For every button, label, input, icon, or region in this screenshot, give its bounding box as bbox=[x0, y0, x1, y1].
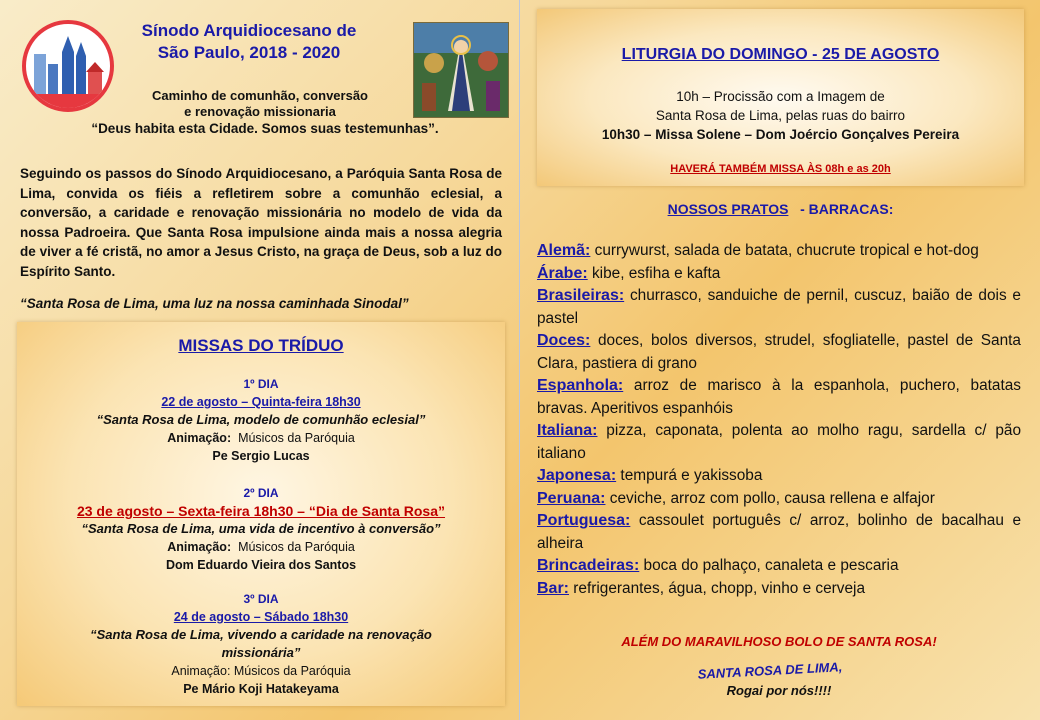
triduo-day-2 bbox=[17, 484, 505, 574]
triduo-day-1 bbox=[17, 375, 505, 465]
liturgia-box bbox=[537, 9, 1024, 186]
synod-subtitle: Caminho de comunhão, conversão e renovação missionaria bbox=[152, 88, 368, 119]
list-item: Portuguesa: cassoulet português c/ arroz, bolinho de bacalhau e alheira bbox=[537, 512, 1021, 552]
intro-paragraph: Seguindo os passos do Sínodo Arquidiocesano, a Paróquia Santa Rosa de Lima, convida os fiéis a refletirem sobre a comunhão eclesial, a conversão, a caridade e renovação missionária no modelo de vida da nossa Padroeira. Que Santa Rosa impulsione ainda mais a nossa alegria de viver a fé cristã, no amor a Jesus Cristo, na graça de Deus, sob a luz do Espírito Santo. bbox=[20, 166, 502, 279]
list-item: Brasileiras: churrasco, sanduiche de pernil, cuscuz, baião de dois e pastel bbox=[537, 287, 1021, 327]
day-celebrant: Pe Sergio Lucas bbox=[212, 449, 310, 463]
liturgia-schedule: 10h – Procissão com a Imagem de Santa Rosa de Lima, pelas ruas do bairro 10h30 – Missa Solene – Dom Joércio Gonçalves Pereira bbox=[601, 89, 960, 142]
synod-logo-icon bbox=[22, 20, 114, 112]
day-celebrant: Dom Eduardo Vieira dos Santos bbox=[165, 558, 357, 572]
synod-title: Sínodo Arquidiocesano de São Paulo, 2018 - 2020 bbox=[141, 21, 357, 62]
list-item: Espanhola: arroz de marisco à la espanhola, puchero, batatas bravas. Aperitivos espanhóis bbox=[537, 377, 1021, 417]
day-animacao: Animação: Músicos da Paróquia bbox=[171, 664, 351, 678]
list-item: Doces: doces, bolos diversos, strudel, sfogliatelle, pastel de Santa Clara, pastiera di grano bbox=[537, 332, 1021, 372]
santa-rosa-invocation: SANTA ROSA DE LIMA, bbox=[697, 659, 843, 682]
day-theme: “Santa Rosa de Lima, vivendo a caridade na renovação bbox=[90, 627, 432, 642]
list-item: Alemã: currywurst, salada de batata, chucrute tropical e hot-dog bbox=[537, 242, 979, 259]
day-theme: “Santa Rosa de Lima, modelo de comunhão eclesial” bbox=[96, 412, 426, 427]
day-animacao: Animação: Músicos da Paróquia bbox=[167, 431, 355, 445]
day-date: 22 de agosto – Quinta-feira 18h30 bbox=[161, 395, 361, 409]
pratos-heading: NOSSOS PRATOS - BARRACAS: bbox=[667, 201, 894, 217]
list-item: Brincadeiras: boca do palhaço, canaleta e pescaria bbox=[537, 557, 899, 574]
liturgia-extra-masses: HAVERÁ TAMBÉM MISSA ÀS 08h e as 20h bbox=[670, 163, 891, 175]
column-divider bbox=[519, 0, 520, 720]
triduo-day-3 bbox=[17, 590, 505, 698]
day-date: 24 de agosto – Sábado 18h30 bbox=[173, 610, 349, 624]
list-item: Bar: refrigerantes, água, chopp, vinho e cerveja bbox=[537, 579, 866, 597]
day-theme-cont: missionária” bbox=[221, 645, 301, 660]
list-item: Italiana: pizza, caponata, polenta ao molho ragu, sardella c/ pão italiano bbox=[537, 422, 1021, 462]
day-celebrant: Pe Mário Koji Hatakeyama bbox=[183, 682, 339, 696]
bolo-announcement: ALÉM DO MARAVILHOSO BOLO DE SANTA ROSA! bbox=[621, 634, 937, 649]
intro-quote: “Santa Rosa de Lima, uma luz na nossa caminhada Sinodal” bbox=[20, 296, 409, 311]
rogai-text: Rogai por nós!!!! bbox=[726, 683, 832, 698]
list-item: Peruana: ceviche, arroz com pollo, causa rellena e alfajor bbox=[537, 489, 935, 507]
day-theme: “Santa Rosa de Lima, uma vida de incentivo à conversão” bbox=[81, 521, 441, 536]
day-label: 2º DIA bbox=[243, 486, 279, 500]
synod-motto: “Deus habita esta Cidade. Somos suas testemunhas”. bbox=[91, 121, 439, 136]
triduo-box bbox=[17, 322, 505, 706]
food-list bbox=[537, 240, 1021, 600]
triduo-title: MISSAS DO TRÍDUO bbox=[178, 336, 344, 355]
list-item: Árabe: kibe, esfiha e kafta bbox=[537, 264, 721, 282]
liturgia-title: LITURGIA DO DOMINGO - 25 DE AGOSTO bbox=[621, 46, 940, 63]
day-label: 1º DIA bbox=[243, 377, 279, 391]
day-label: 3º DIA bbox=[243, 592, 279, 606]
day-date: 23 de agosto – Sexta-feira 18h30 – “Dia de Santa Rosa” bbox=[76, 503, 446, 519]
day-animacao: Animação: Músicos da Paróquia bbox=[167, 540, 355, 554]
saint-rose-painting-icon bbox=[413, 22, 509, 118]
list-item: Japonesa: tempurá e yakissoba bbox=[537, 467, 763, 484]
